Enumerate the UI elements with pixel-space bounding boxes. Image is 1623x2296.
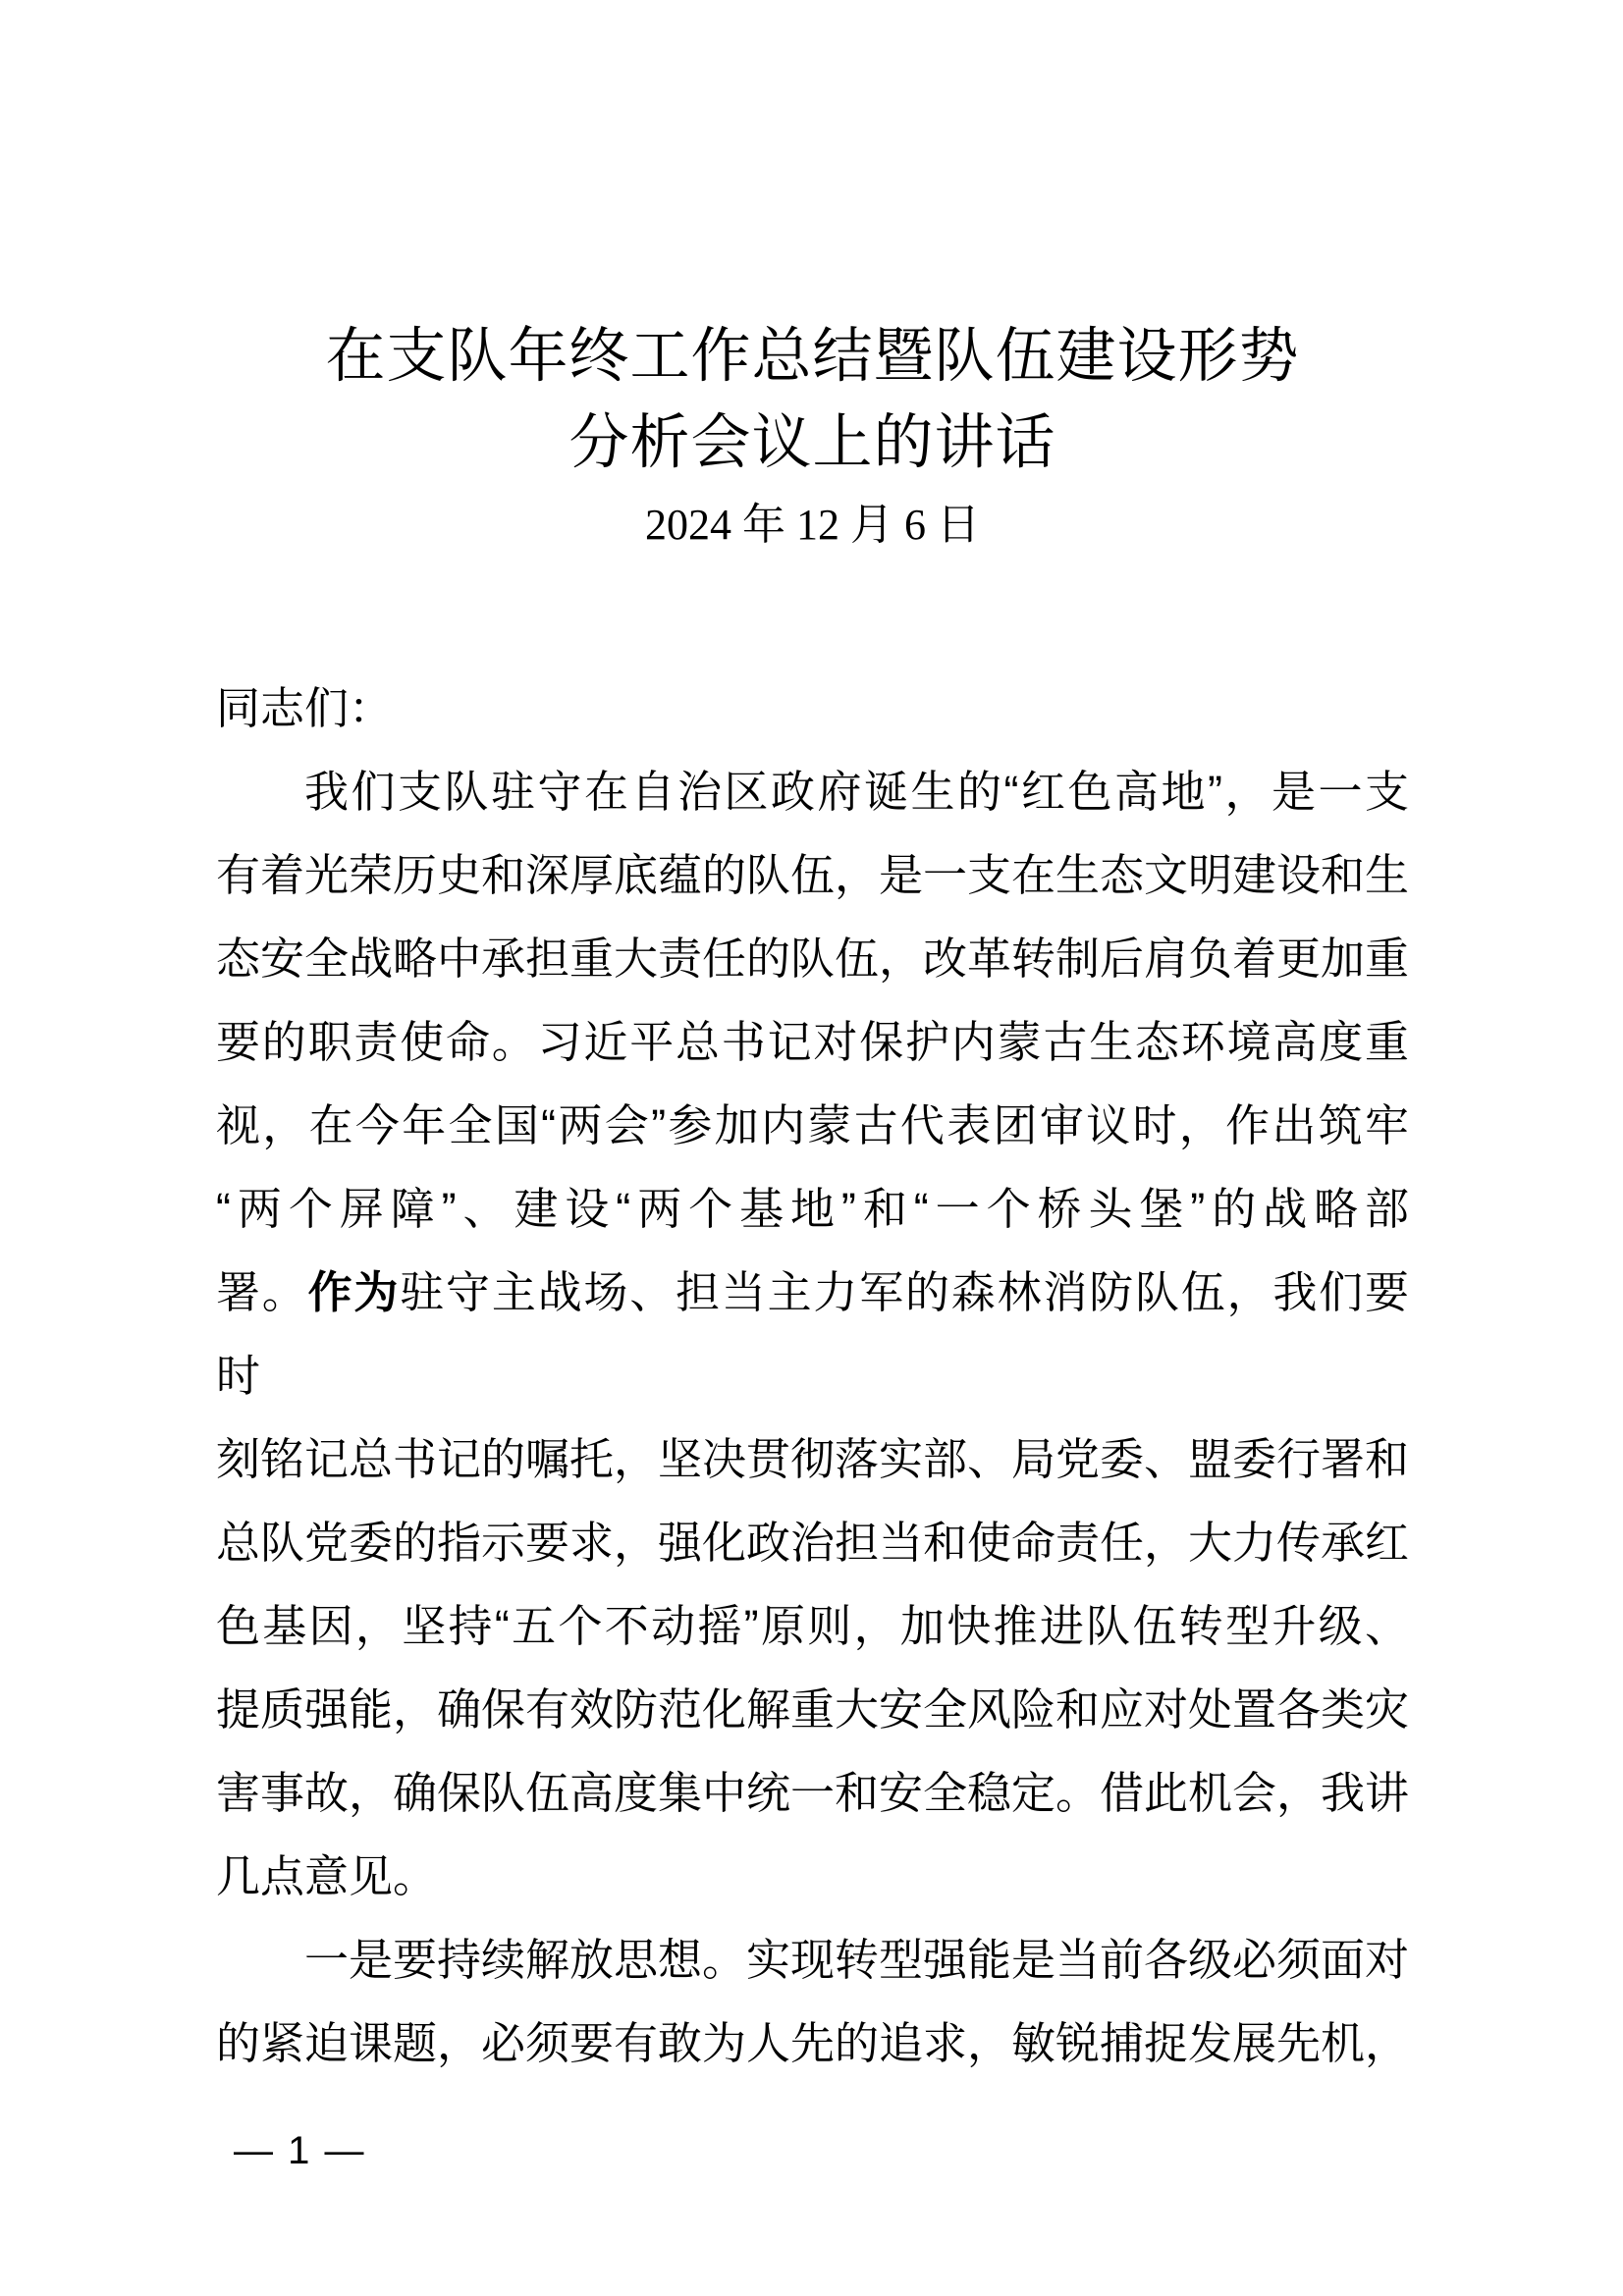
body-text-line — [216, 2002, 1409, 2085]
text-run: 有着光荣历史和深厚底蕴的队伍，是一支在生态文明建设和生 — [216, 850, 1410, 900]
text-run: 提质强能，确保有效防范化解重大安全风险和应对处置各类灾 — [216, 1684, 1410, 1735]
body-text-line — [216, 1167, 1409, 1251]
body-text-line — [216, 833, 1409, 917]
body-text-line — [216, 1751, 1409, 1835]
body-text-line — [216, 917, 1409, 1000]
text-run: 色基因，坚持“五个不动摇”原则，加快推进队伍转型升级、 — [216, 1601, 1409, 1651]
title-line-1: 在支队年终工作总结暨队伍建设形势 — [325, 322, 1300, 389]
body-text-line — [216, 1918, 1409, 2002]
body-text-line — [216, 1000, 1409, 1084]
body-text-line — [216, 1835, 1409, 1918]
text-run: 态安全战略中承担重大责任的队伍，改革转制后肩负着更加重 — [216, 934, 1410, 984]
body-text-line — [216, 667, 1409, 750]
text-run: 视，在今年全国“两会”参加内蒙古代表团审议时，作出筑牢 — [216, 1100, 1409, 1150]
title-line-2: 分析会议上的讲话 — [568, 408, 1056, 475]
text-run: 署。 — [216, 1267, 308, 1317]
body-text-line — [216, 1501, 1409, 1584]
body-text-line — [216, 1417, 1409, 1501]
body-text-line — [216, 1084, 1409, 1167]
text-run: 总队党委的指示要求，强化政治担当和使命责任，大力传承红 — [216, 1518, 1410, 1568]
body-text-line — [216, 750, 1409, 833]
body-text-line — [216, 1584, 1409, 1668]
bold-text-run: 作为 — [307, 1267, 401, 1317]
document-title — [216, 312, 1409, 485]
text-run: 一是要持续解放思想。实现转型强能是当前各级必须面对 — [304, 1935, 1410, 1985]
text-run: 驻守主战场、担当主力军的森林消防队伍，我们要时 — [216, 1267, 1409, 1401]
text-run: 刻铭记总书记的嘱托，坚决贯彻落实部、局党委、盟委行署和 — [216, 1434, 1410, 1484]
document-date: 2024 年 12 月 6 日 — [645, 501, 980, 549]
text-run: 我们支队驻守在自治区政府诞生的“红色高地”，是一支 — [304, 767, 1409, 817]
text-run: 几点意见。 — [216, 1851, 438, 1901]
page-number: — 1 — — [234, 2129, 366, 2172]
text-run: “两个屏障”、建设“两个基地”和“一个桥头堡”的战略部 — [216, 1184, 1409, 1234]
text-run: 要的职责使命。习近平总书记对保护内蒙古生态环境高度重 — [216, 1017, 1409, 1067]
text-run: 同志们： — [216, 683, 394, 733]
text-run: 的紧迫课题，必须要有敢为人先的追求，敏锐捕捉发展先机， — [216, 2018, 1410, 2068]
text-run: 害事故，确保队伍高度集中统一和安全稳定。借此机会，我讲 — [216, 1768, 1410, 1818]
body-text-line — [216, 1668, 1409, 1751]
body-text-line — [216, 1251, 1409, 1417]
document-body — [216, 667, 1409, 2085]
